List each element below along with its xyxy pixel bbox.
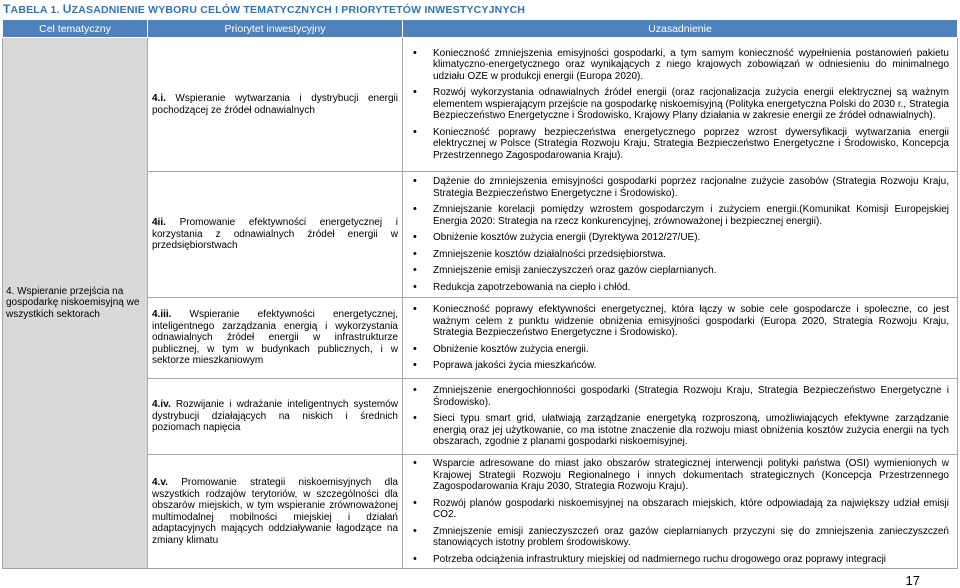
justification-item: • Wsparcie adresowane do miast jako obszarów strategicznej interwencji polityki państwa (OSI) wymienionych w Krajowej Strategii Rozwoju Regionalnego i innych dokumentach strategicznych (Koncepcja Przestrzennego Zagospodarowania Kraju 2030, Strategia Rozwoju Kraju). [409, 458, 949, 493]
justification-item: • Konieczność poprawy efektywności energetycznej, która łączy w sobie cele gospodarcze i społeczne, co jest ważnym celem z punktu widzenie obniżenia emisyjności gospodarki (Europa 2020, Strategia Rozwoju Kraju, Strategia Bezpieczeństwo Energetyczne i Środowisko). [409, 304, 949, 339]
justification-item: • Zmniejszenie energochłonności gospodarki (Strategia Rozwoju Kraju, Strategia Bezpieczeństwo Energetyczne i Środowisko). [409, 385, 949, 408]
justification-item: • Potrzeba odciążenia infrastruktury miejskiej od nadmiernego ruchu drogowego oraz poprawy integracji [409, 554, 949, 566]
priority-number: 4.v. [152, 477, 168, 488]
caption-title-initial: U [62, 2, 72, 16]
justification-list [409, 176, 949, 293]
priority-number: 4.iv. [152, 399, 171, 411]
justification-cell [403, 172, 958, 298]
justification-list [409, 48, 949, 162]
priority-cell [148, 38, 403, 172]
justification-cell [403, 455, 958, 569]
caption-number: 1. [50, 4, 63, 16]
priority-cell [148, 298, 403, 379]
priority-text: Promowanie strategii niskoemisyjnych dla wszystkich rodzajów terytoriów, w szczególności dla obszarów miejskich, w tym wspieranie zrównoważonej multimodalnej mobilności miejskiej i działań adaptacyjnych mających oddziaływanie łagodzące na zmiany klimatu [152, 477, 398, 546]
table-row [3, 38, 958, 172]
header-justification: Uzasadnienie [403, 20, 958, 38]
table-header-row [3, 20, 958, 38]
justification-cell [403, 379, 958, 455]
priority-cell [148, 172, 403, 298]
justification-list [409, 458, 949, 565]
justification-cell [403, 298, 958, 379]
justification-item: • Rozwój planów gospodarki niskoemisyjnej na obszarach miejskich, które odpowiadają za największy udział emisji CO2. [409, 498, 949, 521]
header-thematic-objective: Cel tematyczny [3, 20, 148, 38]
priority-cell [148, 379, 403, 455]
justification-item: • Dążenie do zmniejszenia emisyjności gospodarki poprzez racjonalne zużycie zasobów (Strategia Rozwoju Kraju, Strategia Bezpieczeństwo Energetyczne i Środowisko). [409, 176, 949, 199]
priority-cell [148, 455, 403, 569]
justification-table [2, 19, 958, 569]
caption-prefix-rest: ABELA [10, 4, 51, 16]
caption-title-rest: ZASADNIENIE WYBORU CELÓW TEMATYCZNYCH I PRIORYTETÓW INWESTYCYJNYCH [71, 4, 526, 16]
page-number: 17 [905, 573, 920, 588]
justification-list [409, 304, 949, 372]
caption-prefix-initial: T [3, 2, 11, 16]
header-investment-priority: Priorytet inwestycyjny [148, 20, 403, 38]
priority-text: Wspieranie wytwarzania i dystrybucji energii pochodzącej ze źródeł odnawialnych [152, 93, 398, 116]
priority-number: 4.iii. [152, 309, 172, 321]
justification-item: • Obniżenie kosztów zużycia energii (Dyrektywa 2012/27/UE). [409, 232, 949, 244]
priority-number: 4.i. [152, 93, 166, 104]
justification-item: • Rozwój wykorzystania odnawialnych źródeł energii (oraz racjonalizacja zużycia energii elektrycznej są ważnym elementem wspierającym przejście na gospodarkę niskoemisyjną (Polityka energetyczna Polski do 2030 r., Strategia Bezpieczeństwo Energetyczne i Środowisko, Krajowy Plany działania w zakresie energii ze źródeł odnawialnych). [409, 87, 949, 122]
priority-text: Wspieranie efektywności energetycznej, inteligentnego zarządzania energią i wykorzystania odnawialnych źródeł energii w infrastrukturze publicznej, w tym w budynkach publicznych, i w sektorze mieszkaniowym [152, 309, 398, 367]
justification-cell [403, 38, 958, 172]
priority-text: Rozwijanie i wdrażanie inteligentnych systemów dystrybucji działających na niskich i średnich poziomach napięcia [152, 399, 398, 434]
justification-item: • Redukcja zapotrzebowania na ciepło i chłód. [409, 282, 949, 294]
justification-item: • Sieci typu smart grid, ułatwiają zarządzanie energetyką rozproszoną, umożliwiających efektywne zarządzanie energią oraz jej użytkowanie, co ma istotne znaczenie dla rozwoju miast obniżenia kosztów zużycia energii na tych obszarach, zgodnie z planami gospodarki niskoemisyjnej. [409, 413, 949, 448]
thematic-objective-cell: 4. Wspieranie przejścia na gospodarkę niskoemisyjną we wszystkich sektorach [3, 38, 148, 569]
justification-item: • Zmniejszenie kosztów działalności przedsiębiorstwa. [409, 249, 949, 261]
justification-item: • Konieczność zmniejszenia emisyjności gospodarki, a tym samym konieczność wypełnienia postanowień pakietu klimatyczno-energetycznego oraz wynikających z niego krajowych zobowiązań w odniesieniu do minimalnego udziału OZE w produkcji energii (Europa 2020). [409, 48, 949, 83]
justification-item: • Zmniejszenie emisji zanieczyszczeń oraz gazów cieplarnianych przyczyni się do zmniejszenia zanieczyszczeń stanowiących istotny problem środowiskowy. [409, 526, 949, 549]
justification-item: • Konieczność poprawy bezpieczeństwa energetycznego poprzez wzrost dywersyfikacji wytwarzania energii elektrycznej w Polsce (Strategia Rozwoju Kraju, Strategia Bezpieczeństwo Energetyczne i Środowisko, Koncepcja Przestrzennego Zagospodarowania Kraju). [409, 127, 949, 162]
justification-item: • Zmniejszanie korelacji pomiędzy wzrostem gospodarczym i zużyciem energii.(Komunikat Komisji Europejskiej Energia 2020: Strategia na rzecz konkurencyjnej, zrównoważonej i bezpiecznej energii). [409, 204, 949, 227]
table-caption [3, 2, 525, 16]
justification-item: • Zmniejszenie emisji zanieczyszczeń oraz gazów cieplarnianych. [409, 265, 949, 277]
priority-number: 4ii. [152, 217, 166, 229]
justification-item: • Obniżenie kosztów zużycia energii. [409, 344, 949, 356]
priority-text: Promowanie efektywności energetycznej i korzystania z odnawialnych źródeł energii w przedsiębiorstwach [152, 217, 398, 252]
justification-list [409, 385, 949, 448]
justification-item: • Poprawa jakości życia mieszkańców. [409, 360, 949, 372]
